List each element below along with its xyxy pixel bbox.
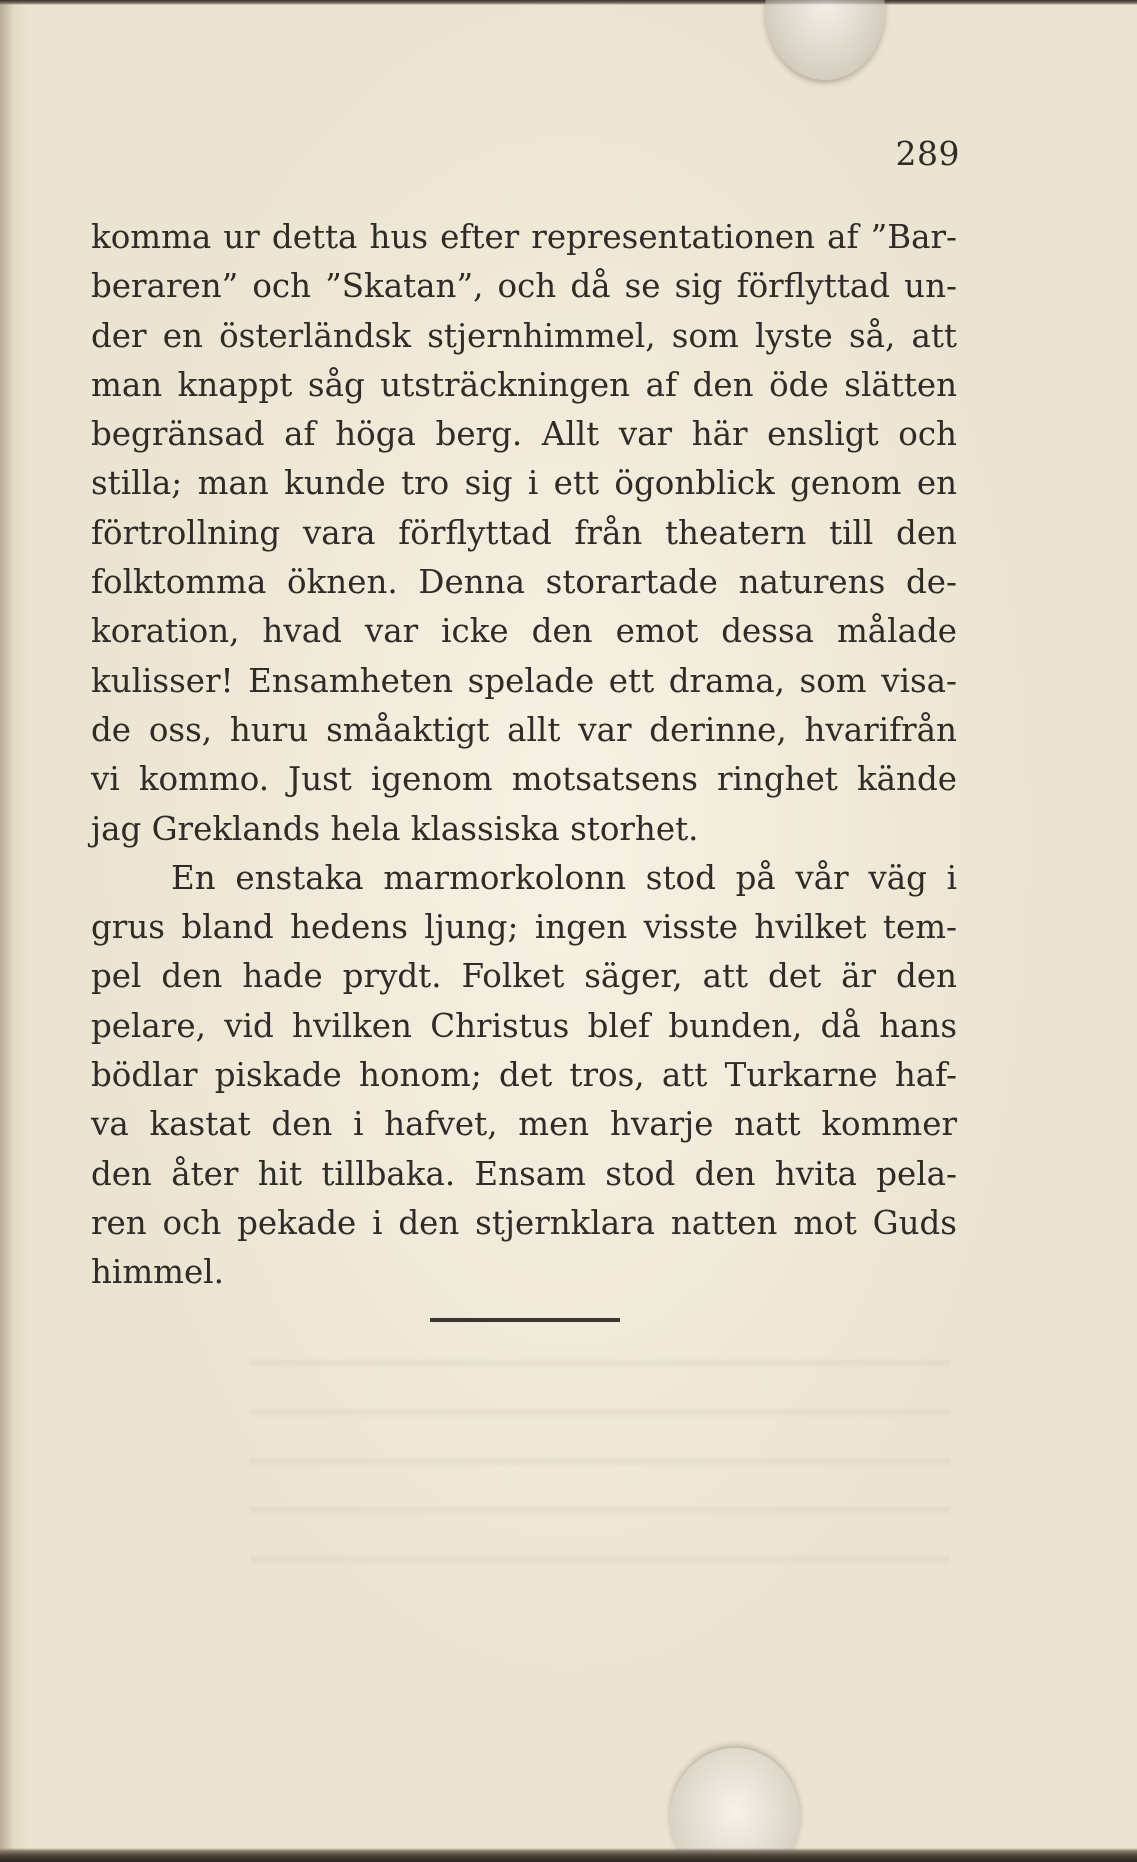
text-line: stilla; man kunde tro sig i ett ögonblick genom en [91,464,957,503]
text-line: komma ur detta hus efter representationen af ”Bar- [91,218,957,256]
top-clasp-shadow [765,0,885,80]
paragraph-1 [91,213,957,854]
top-page-edge [0,0,1137,5]
text-line: pelare, vid hvilken Christus blef bunden, då hans [91,1006,957,1045]
text-line: de oss, huru småaktigt allt var derinne, hvarifrån [91,710,957,749]
main-text [91,213,957,1298]
text-line: pel den hade prydt. Folket säger, att det är den [91,957,957,996]
bottom-page-edge [0,1848,1137,1862]
text-line: va kastat den i hafvet, men hvarje natt kommer [91,1105,957,1144]
text-line: jag Greklands hela klassiska storhet. [91,809,699,848]
text-line: himmel. [91,1253,224,1292]
text-line: folktomma öknen. Denna storartade naturens de- [91,563,957,602]
page-number: 289 [895,134,960,173]
text-line: begränsad af höga berg. Allt var här ensligt och [91,415,957,454]
text-line: grus bland hedens ljung; ingen visste hvilket tem- [91,908,957,947]
section-end-rule [430,1318,620,1322]
text-line: den åter hit tillbaka. Ensam stod den hvita pela- [91,1154,957,1193]
binding-shadow [0,0,14,1862]
text-line: beraren” och ”Skatan”, och då se sig förflyttad un- [91,267,957,306]
text-line: En enstaka marmorkolonn stod på vår väg i [171,858,957,897]
bottom-clasp-shadow [670,1748,800,1862]
text-line: ren och pekade i den stjernklara natten mot Guds [91,1203,957,1242]
text-line: vi kommo. Just igenom motsatsens ringhet kände [91,760,957,799]
paragraph-2 [91,854,957,1298]
text-line: bödlar piskade honom; det tros, att Turkarne haf- [91,1056,957,1095]
text-line: koration, hvad var icke den emot dessa målade [91,612,957,651]
text-line: kulisser! Ensamheten spelade ett drama, som visa- [91,661,957,700]
text-line: man knappt såg utsträckningen af den öde slätten [91,365,957,404]
show-through-text [250,1330,950,1580]
text-line: der en österländsk stjernhimmel, som lyste så, att [91,316,957,355]
text-line: förtrollning vara förflyttad från theatern till den [91,513,957,552]
